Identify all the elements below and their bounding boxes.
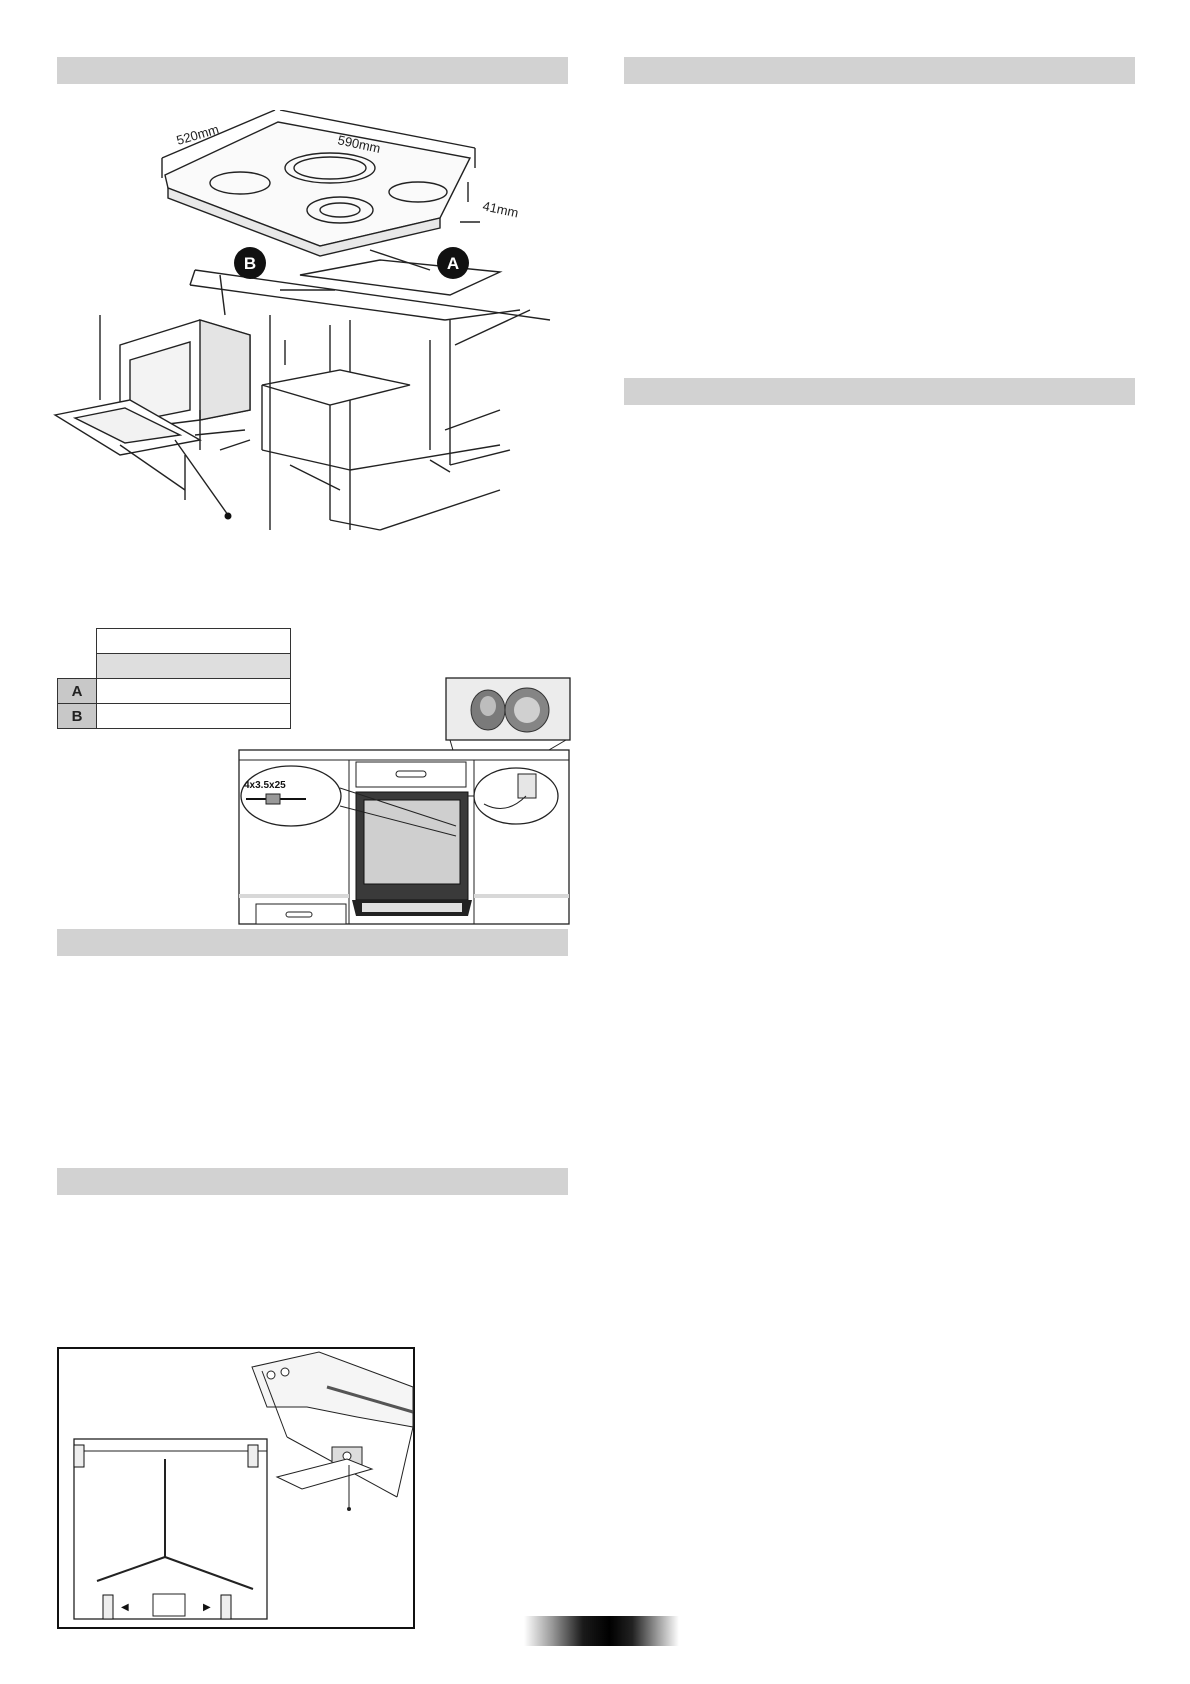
width-label: 590mm bbox=[336, 132, 382, 156]
installation-diagram bbox=[50, 110, 570, 560]
row-key-a: A bbox=[58, 679, 97, 704]
marker-a: A bbox=[446, 254, 460, 273]
table-row bbox=[58, 654, 291, 679]
arrow-left-icon: ◀ bbox=[121, 1602, 129, 1613]
oven-fixing-diagram bbox=[236, 676, 572, 926]
page-footer-bar bbox=[524, 1616, 679, 1646]
row-key-b: B bbox=[58, 704, 97, 729]
section-header-bar-3 bbox=[624, 378, 1135, 405]
section-header-bar-2 bbox=[624, 57, 1135, 84]
door-fixing-diagram bbox=[57, 1347, 415, 1629]
table-row bbox=[58, 629, 291, 654]
marker-b: B bbox=[243, 254, 257, 273]
depth-label: 520mm bbox=[174, 121, 221, 148]
section-header-bar-5 bbox=[57, 1168, 568, 1195]
screw-label: 4x3.5x25 bbox=[244, 780, 286, 791]
section-header-bar-1 bbox=[57, 57, 568, 84]
height-label: 41mm bbox=[481, 198, 520, 221]
arrow-right-icon: ▶ bbox=[203, 1602, 211, 1613]
section-header-bar-4 bbox=[57, 929, 568, 956]
